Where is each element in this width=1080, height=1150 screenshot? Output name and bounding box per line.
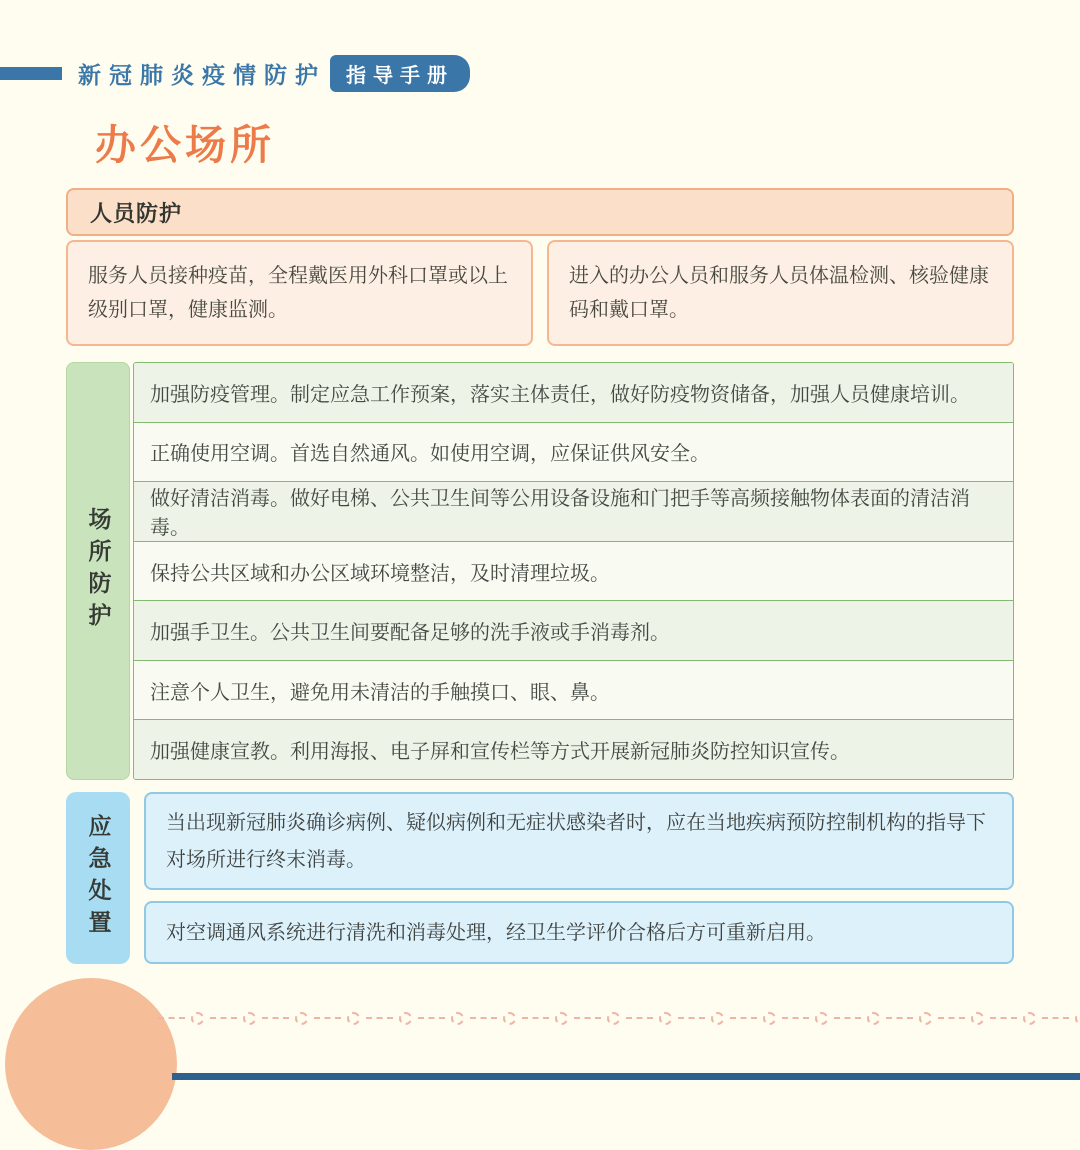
venue-item: 加强手卫生。公共卫生间要配备足够的洗手液或手消毒剂。 — [134, 601, 1013, 661]
handbook-badge: 指导手册 — [330, 55, 470, 92]
personnel-section-body — [66, 240, 1014, 346]
venue-item: 加强健康宣教。利用海报、电子屏和宣传栏等方式开展新冠肺炎防控知识宣传。 — [134, 720, 1013, 779]
handbook-brand-title: 新冠肺炎疫情防护 — [78, 62, 326, 89]
emergency-section-label: 应急处置 — [84, 814, 111, 942]
venue-section-label-strip — [66, 362, 130, 780]
venue-item: 加强防疫管理。制定应急工作预案，落实主体责任，做好防疫物资储备，加强人员健康培训。 — [134, 363, 1013, 423]
venue-section — [66, 362, 1014, 780]
personnel-item: 服务人员接种疫苗，全程戴医用外科口罩或以上级别口罩，健康监测。 — [66, 240, 533, 346]
page-header — [0, 58, 470, 88]
venue-item: 保持公共区域和办公区域环境整洁，及时清理垃圾。 — [134, 542, 1013, 602]
venue-rows — [133, 362, 1014, 780]
emergency-item: 对空调通风系统进行清洗和消毒处理，经卫生学评价合格后方可重新启用。 — [144, 901, 1014, 964]
bottom-accent-bar — [172, 1073, 1080, 1080]
header-accent-bar — [0, 67, 62, 80]
personnel-section-header: 人员防护 — [66, 188, 1014, 236]
venue-section-label: 场所防护 — [84, 507, 111, 635]
venue-item: 正确使用空调。首选自然通风。如使用空调，应保证供风安全。 — [134, 423, 1013, 483]
emergency-item: 当出现新冠肺炎确诊病例、疑似病例和无症状感染者时，应在当地疾病预防控制机构的指导下对场所进行终末消毒。 — [144, 792, 1014, 890]
emergency-section — [66, 792, 1014, 964]
dashed-ornament — [152, 1008, 1080, 1028]
venue-item: 做好清洁消毒。做好电梯、公共卫生间等公用设备设施和门把手等高频接触物体表面的清洁消毒。 — [134, 482, 1013, 542]
page-title: 办公场所 — [95, 121, 275, 169]
personnel-item: 进入的办公人员和服务人员体温检测、核验健康码和戴口罩。 — [547, 240, 1014, 346]
emergency-rows — [144, 792, 1014, 964]
emergency-section-label-strip — [66, 792, 130, 964]
decorative-orange-circle — [5, 978, 177, 1150]
venue-item: 注意个人卫生，避免用未清洁的手触摸口、眼、鼻。 — [134, 661, 1013, 721]
